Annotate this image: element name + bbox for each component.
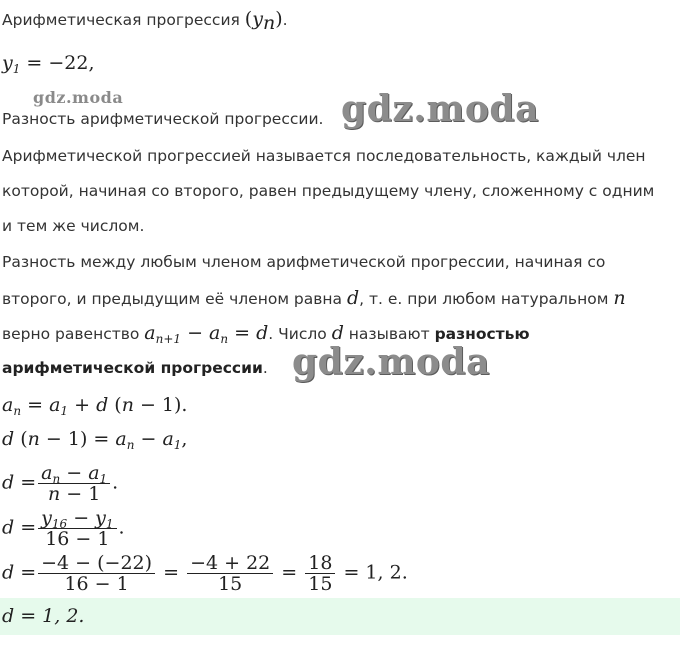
definition-line: которой, начиная со второго, равен предыдущему члену, сложенному с одним xyxy=(2,182,655,200)
difference-line-2: второго, и предыдущим её членом равна d, т. е. при любом натуральном n xyxy=(2,287,626,309)
formula-d-y16: d = $\frac{y_{16} - y_1}{16 - 1}$ . xyxy=(2,507,125,550)
definition-line: Арифметической прогрессией называется последовательность, каждый член xyxy=(2,147,646,165)
watermark-small: gdz.moda xyxy=(33,88,124,107)
formula-an: $a_{n+1} - a_n = d$ xyxy=(144,322,269,346)
formula-d-fraction: d = $\frac{a_n - a_1}{n - 1}$ . xyxy=(2,462,119,505)
difference-line-1: Разность между любым членом арифметической прогрессии, начиная со xyxy=(2,253,606,271)
final-answer: d = 1, 2. xyxy=(2,605,85,627)
section-heading: Разность арифметической прогрессии. xyxy=(2,110,324,128)
answer-highlight xyxy=(0,598,680,635)
watermark-top: gdz.moda xyxy=(341,88,539,130)
formula-d-calc: d = $\frac{-4 - (-22)}{16 - 1}$ = $\frac{-4 + 22}{15}$ = $\frac{18}{15}$ = 1, 2. xyxy=(2,552,408,595)
watermark-mid: gdz.moda xyxy=(292,341,490,383)
difference-line-3: верно равенство $a_{n+1} - a_n = d$. Число d называют разностью xyxy=(2,322,530,346)
difference-line-4: арифметической прогрессии. xyxy=(2,359,268,377)
formula-rearranged: d $(n - 1) = a_n - a_1$, xyxy=(2,428,188,452)
definition-line: и тем же числом. xyxy=(2,217,145,235)
line-title: Арифметическая прогрессия $(y_n)$. xyxy=(2,8,288,34)
given-value: $y_1 = -22$, xyxy=(2,52,95,76)
formula-general: $a_n = a_1 + d$ (n − 1). xyxy=(2,394,188,418)
